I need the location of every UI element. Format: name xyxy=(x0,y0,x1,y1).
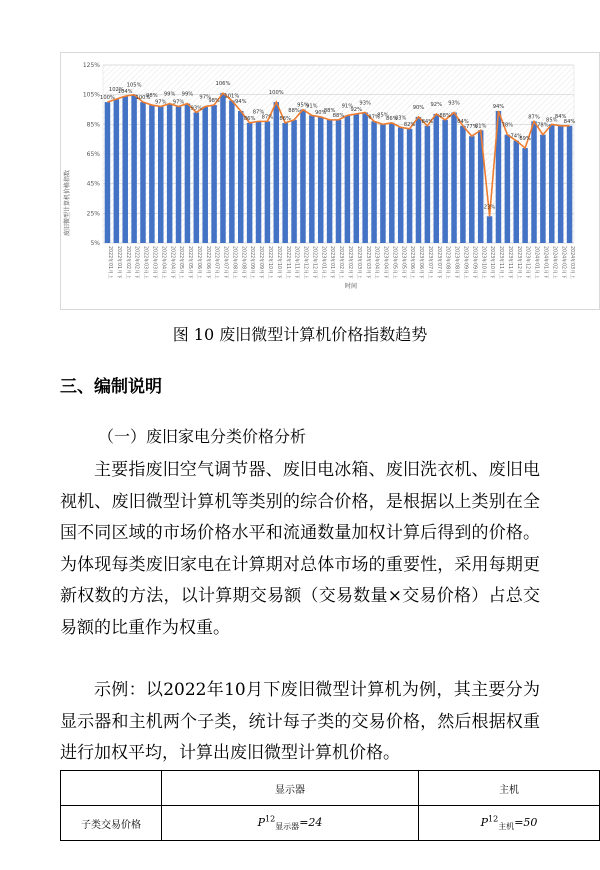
bar xyxy=(469,136,475,243)
x-tick-label: 2023年11月下 xyxy=(506,246,512,279)
y-tick-label: 5% xyxy=(90,240,100,247)
data-label: 88% xyxy=(288,107,300,114)
bar xyxy=(202,107,208,243)
bar xyxy=(140,102,146,243)
data-label: 97% xyxy=(199,94,211,101)
x-tick-label: 2022年03月上 xyxy=(142,246,148,279)
data-label: 90% xyxy=(314,109,327,116)
bar xyxy=(265,121,271,243)
bar xyxy=(176,107,182,243)
x-tick-label: 2023年11月上 xyxy=(498,246,504,279)
data-label: 87% xyxy=(368,114,380,121)
figure-caption: 图 10 废旧微型计算机价格指数趋势 xyxy=(172,325,428,344)
bar xyxy=(513,141,519,243)
bar xyxy=(122,96,128,243)
x-tick-label: 2022年07月下 xyxy=(222,246,228,279)
bar xyxy=(309,115,315,243)
data-label: 93% xyxy=(359,100,371,107)
table-header-cell xyxy=(61,771,162,806)
data-label: 88% xyxy=(439,112,451,119)
bar xyxy=(211,105,217,243)
data-label: 99% xyxy=(163,91,176,98)
x-tick-label: 2022年05月上 xyxy=(178,246,184,279)
table-row xyxy=(61,806,600,841)
bar xyxy=(149,105,155,243)
data-label: 87% xyxy=(528,114,540,121)
bar xyxy=(398,127,404,243)
data-label: 86% xyxy=(243,115,256,122)
bar xyxy=(336,120,342,243)
x-tick-label: 2022年11月上 xyxy=(284,246,290,279)
data-label: 88% xyxy=(332,112,345,119)
y-tick-label: 105% xyxy=(82,91,100,99)
chart xyxy=(60,52,600,310)
data-label: 91% xyxy=(341,103,354,110)
bar xyxy=(389,123,395,243)
data-label: 83% xyxy=(394,115,407,122)
data-label: 87% xyxy=(261,114,274,121)
x-tick-label: 2024年02月下 xyxy=(560,246,566,279)
x-tick-label: 2022年05月下 xyxy=(187,246,193,279)
x-tick-label: 2023年02月下 xyxy=(346,246,352,279)
bar xyxy=(460,126,466,243)
bar xyxy=(220,93,226,243)
data-label: 84% xyxy=(554,113,567,120)
paragraph-method: 主要指废旧空气调节器、废旧电冰箱、废旧洗衣机、废旧电视机、废旧微型计算机等类别的综合价格，是根据以上类别在全国不同区域的市场价格水平和流通数量加权计算后得到的价格。为体现每类废旧家电在计算期对总体市场的重要性，采用每期更新权数的方法，以计算期交易额（交易数量×交易价格）占总交易额的比重作为权重。 xyxy=(60,460,540,638)
data-label: 88% xyxy=(323,107,336,114)
data-label: 84% xyxy=(421,118,434,125)
x-tick-label: 2023年04月下 xyxy=(382,246,388,279)
bar xyxy=(505,135,511,243)
formula-monitor: $P^{12}_{显示器}=24$ xyxy=(162,806,419,841)
chart-svg xyxy=(61,53,600,311)
x-tick-label: 2023年09月下 xyxy=(471,246,477,279)
data-label: 23% xyxy=(483,204,496,211)
data-label: 102% xyxy=(108,87,124,94)
x-tick-label: 2023年09月上 xyxy=(462,246,468,279)
bar xyxy=(131,95,137,243)
bar xyxy=(345,115,351,243)
data-label: 77% xyxy=(466,124,478,131)
table-header-row xyxy=(61,771,600,806)
bar xyxy=(407,129,413,243)
data-label: 97% xyxy=(172,99,185,106)
data-label: 69% xyxy=(519,136,531,143)
bar xyxy=(256,121,262,243)
y-tick-label: 125% xyxy=(82,62,100,69)
data-label: 94% xyxy=(492,103,505,110)
x-tick-label: 2022年01月上 xyxy=(107,246,113,279)
data-label: 92% xyxy=(430,101,443,108)
data-label: 92% xyxy=(350,106,363,113)
data-label: 87% xyxy=(252,109,265,116)
formula-sub: 显示器 xyxy=(275,821,300,831)
data-label: 82% xyxy=(403,121,416,128)
data-label: 105% xyxy=(126,82,142,89)
bar xyxy=(362,112,368,243)
table-header-cell: 主机 xyxy=(419,771,600,806)
x-tick-label: 2022年09月下 xyxy=(258,246,264,279)
data-label: 100% xyxy=(268,90,284,97)
bar xyxy=(167,104,173,243)
bar xyxy=(238,111,244,243)
x-tick-label: 2022年04月上 xyxy=(160,246,166,279)
data-label: 101% xyxy=(224,93,240,100)
bar xyxy=(229,101,235,243)
x-tick-label: 2023年05月下 xyxy=(400,246,406,279)
x-tick-label: 2023年10月下 xyxy=(489,246,495,279)
x-tick-label: 2024年02月上 xyxy=(551,246,557,279)
x-tick-label: 2022年07月上 xyxy=(213,246,219,279)
data-label: 91% xyxy=(306,103,318,110)
bar xyxy=(371,121,377,243)
data-label: 81% xyxy=(474,123,487,130)
data-label: 93% xyxy=(448,100,460,107)
y-axis-label: 废旧微型计算机价格指数 xyxy=(64,169,71,237)
x-tick-label: 2022年08月上 xyxy=(231,246,237,279)
x-tick-label: 2023年03月下 xyxy=(364,246,370,279)
x-axis-label: 时间 xyxy=(344,283,358,290)
x-tick-label: 2022年06月下 xyxy=(204,246,210,279)
formula-sub: 主机 xyxy=(498,821,515,831)
x-tick-label: 2023年07月下 xyxy=(435,246,441,279)
x-tick-label: 2022年10月上 xyxy=(267,246,273,279)
bar xyxy=(442,120,448,243)
data-label: 90% xyxy=(412,104,425,111)
bar xyxy=(185,104,191,243)
x-tick-label: 2023年10月上 xyxy=(480,246,486,279)
data-label: 85% xyxy=(546,117,558,124)
data-label: 85% xyxy=(377,112,389,119)
data-label: 104% xyxy=(117,89,133,96)
paragraph-example: 示例：以2022年10月下废旧微型计算机为例，其主要分为显示器和主机两个子类，统计每子类的交易价格，然后根据权重进行加权平均，计算出废旧微型计算机价格。 xyxy=(60,680,540,763)
x-tick-label: 2023年04月上 xyxy=(373,246,379,279)
data-label: 106% xyxy=(215,81,231,88)
data-label: 94% xyxy=(234,98,247,105)
data-label: 97% xyxy=(154,99,167,106)
bar xyxy=(425,126,431,243)
x-tick-label: 2023年12月下 xyxy=(524,246,530,279)
data-label: 99% xyxy=(181,91,194,98)
bar xyxy=(380,124,386,243)
bar xyxy=(558,126,564,243)
x-tick-label: 2023年03月上 xyxy=(355,246,361,279)
x-tick-label: 2022年03月下 xyxy=(151,246,157,279)
x-tick-label: 2024年01月上 xyxy=(533,246,539,279)
table-header-cell: 显示器 xyxy=(162,771,419,806)
bar xyxy=(416,117,422,243)
bar xyxy=(433,114,439,243)
data-label: 100% xyxy=(135,95,151,102)
y-tick-label: 85% xyxy=(86,121,100,129)
bar xyxy=(247,123,253,243)
x-tick-label: 2022年06月上 xyxy=(195,246,201,279)
x-tick-label: 2023年02月上 xyxy=(338,246,344,279)
subsection-heading: （一）废旧家电分类价格分析 xyxy=(98,427,307,446)
bar xyxy=(274,102,280,243)
bar xyxy=(158,107,164,243)
data-label: 93% xyxy=(190,105,203,112)
data-label: 95% xyxy=(297,102,309,109)
bar xyxy=(114,99,120,243)
data-label: 78% xyxy=(501,122,514,129)
data-label: 98% xyxy=(208,98,220,105)
bar xyxy=(354,114,360,243)
data-label: 100% xyxy=(100,95,115,102)
x-tick-label: 2023年01月上 xyxy=(320,246,326,279)
data-label: 86% xyxy=(386,115,398,122)
formula-sup: 12 xyxy=(488,814,499,824)
bar xyxy=(567,126,573,243)
x-tick-label: 2024年03月上 xyxy=(569,246,575,279)
y-tick-label: 65% xyxy=(86,151,100,158)
data-label: 98% xyxy=(146,93,158,100)
bar xyxy=(522,148,528,243)
x-tick-label: 2022年11月下 xyxy=(293,246,299,279)
bar xyxy=(194,112,200,243)
bar xyxy=(451,112,457,243)
row-label: 子类交易价格 xyxy=(61,806,162,841)
bar xyxy=(531,121,537,243)
x-tick-label: 2022年09月上 xyxy=(249,246,255,279)
x-tick-label: 2022年08月下 xyxy=(240,246,246,279)
x-tick-label: 2023年05月上 xyxy=(391,246,397,279)
bar xyxy=(549,124,555,243)
bar xyxy=(300,110,306,244)
data-label: 84% xyxy=(457,118,469,125)
x-tick-label: 2022年12月上 xyxy=(302,246,308,279)
bar xyxy=(327,120,333,243)
section-heading: 三、编制说明 xyxy=(60,377,162,397)
data-label: 78% xyxy=(537,122,549,129)
bar xyxy=(487,216,493,243)
x-tick-label: 2022年10月下 xyxy=(275,246,281,279)
x-tick-label: 2022年01月下 xyxy=(115,246,121,279)
y-tick-label: 25% xyxy=(86,210,100,218)
x-tick-label: 2023年01月下 xyxy=(329,246,335,279)
data-label: 74% xyxy=(510,133,523,140)
x-tick-label: 2022年02月上 xyxy=(124,246,130,279)
data-label: 84% xyxy=(563,118,576,125)
x-tick-label: 2023年08月上 xyxy=(444,246,450,279)
data-label: 86% xyxy=(279,115,291,122)
bar xyxy=(540,135,546,243)
x-tick-label: 2022年04月下 xyxy=(169,246,175,279)
bar xyxy=(318,117,324,243)
x-tick-label: 2023年07月上 xyxy=(426,246,432,279)
x-tick-label: 2024年01月下 xyxy=(542,246,548,279)
formula-sup: 12 xyxy=(265,814,276,824)
formula-value: =50 xyxy=(514,815,538,829)
bar xyxy=(282,123,288,243)
formula-value: =24 xyxy=(299,815,323,829)
x-tick-label: 2022年02月下 xyxy=(133,246,139,279)
x-tick-label: 2022年12月下 xyxy=(311,246,317,279)
bar xyxy=(291,120,297,243)
x-tick-label: 2023年08月下 xyxy=(453,246,459,279)
y-tick-label: 45% xyxy=(86,180,100,188)
x-tick-label: 2023年06月下 xyxy=(418,246,424,279)
bar xyxy=(105,102,111,243)
formula-host: $P^{12}_{主机}=50$ xyxy=(419,806,600,841)
subclass-table xyxy=(60,770,600,841)
x-tick-label: 2023年12月上 xyxy=(515,246,521,279)
x-tick-label: 2023年06月上 xyxy=(409,246,415,279)
